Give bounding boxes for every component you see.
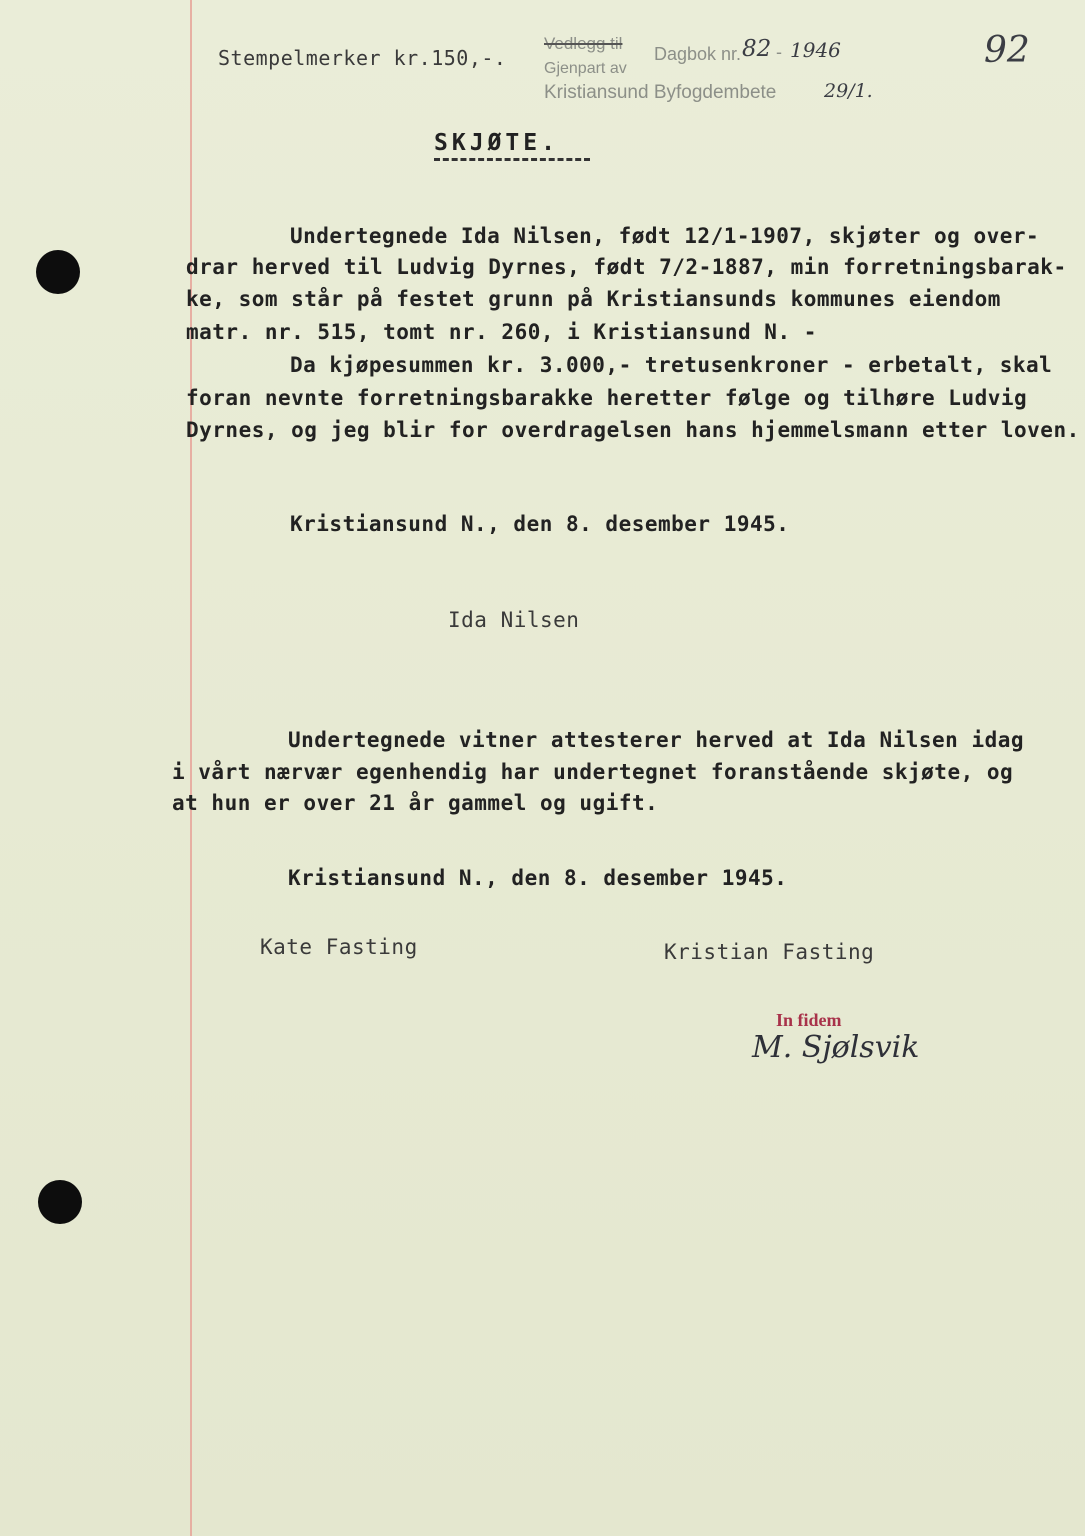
- p1-line-2: drar herved til Ludvig Dyrnes, født 7/2-1887, min forretningsbarak-: [186, 255, 1067, 279]
- p2-line-1: Da kjøpesummen kr. 3.000,- tretusenkroner - erbetalt, skal: [290, 353, 1053, 377]
- punch-hole-bottom: [38, 1180, 82, 1224]
- dagbok-year: 1946: [790, 38, 841, 62]
- dagbok-dash: -: [776, 42, 782, 62]
- p3-line-2: i vårt nærvær egenhendig har undertegnet foranstående skjøte, og: [172, 760, 1014, 784]
- certification-signature: M. Sjølsvik: [752, 1030, 920, 1065]
- witness-1: Kate Fasting: [260, 935, 418, 959]
- witness-2: Kristian Fasting: [664, 940, 875, 964]
- office-date: 29/1.: [824, 80, 873, 102]
- title-underline: [434, 158, 590, 161]
- p1-line-4: matr. nr. 515, tomt nr. 260, i Kristiansund N. -: [186, 320, 817, 344]
- stamp-fee: Stempelmerker kr.150,-.: [218, 46, 507, 70]
- office-name: Kristiansund Byfogdembete: [544, 82, 777, 103]
- signer-name: Ida Nilsen: [448, 608, 580, 632]
- place-date-2: Kristiansund N., den 8. desember 1945.: [288, 866, 788, 890]
- p3-line-1: Undertegnede vitner attesterer herved at Ida Nilsen idag: [288, 728, 1025, 752]
- page-number: 92: [984, 30, 1030, 71]
- gjenpart-label: Gjenpart av: [544, 60, 627, 77]
- in-fidem-stamp: In fidem: [776, 1010, 842, 1030]
- punch-hole-top: [36, 250, 80, 294]
- p2-line-3: Dyrnes, og jeg blir for overdragelsen hans hjemmelsmann etter loven.: [186, 418, 1080, 442]
- document-title: SKJØTE.: [434, 130, 559, 156]
- p1-line-1: Undertegnede Ida Nilsen, født 12/1-1907, skjøter og over-: [290, 224, 1040, 248]
- p1-line-3: ke, som står på festet grunn på Kristiansunds kommunes eiendom: [186, 287, 1001, 311]
- vedlegg-struck: Vedlegg til: [544, 34, 623, 53]
- p3-line-3: at hun er over 21 år gammel og ugift.: [172, 791, 659, 815]
- p2-line-2: foran nevnte forretningsbarakke heretter følge og tilhøre Ludvig: [186, 386, 1028, 410]
- place-date-1: Kristiansund N., den 8. desember 1945.: [290, 512, 790, 536]
- dagbok-number: 82: [742, 36, 772, 62]
- dagbok-label: Dagbok nr.: [654, 44, 742, 64]
